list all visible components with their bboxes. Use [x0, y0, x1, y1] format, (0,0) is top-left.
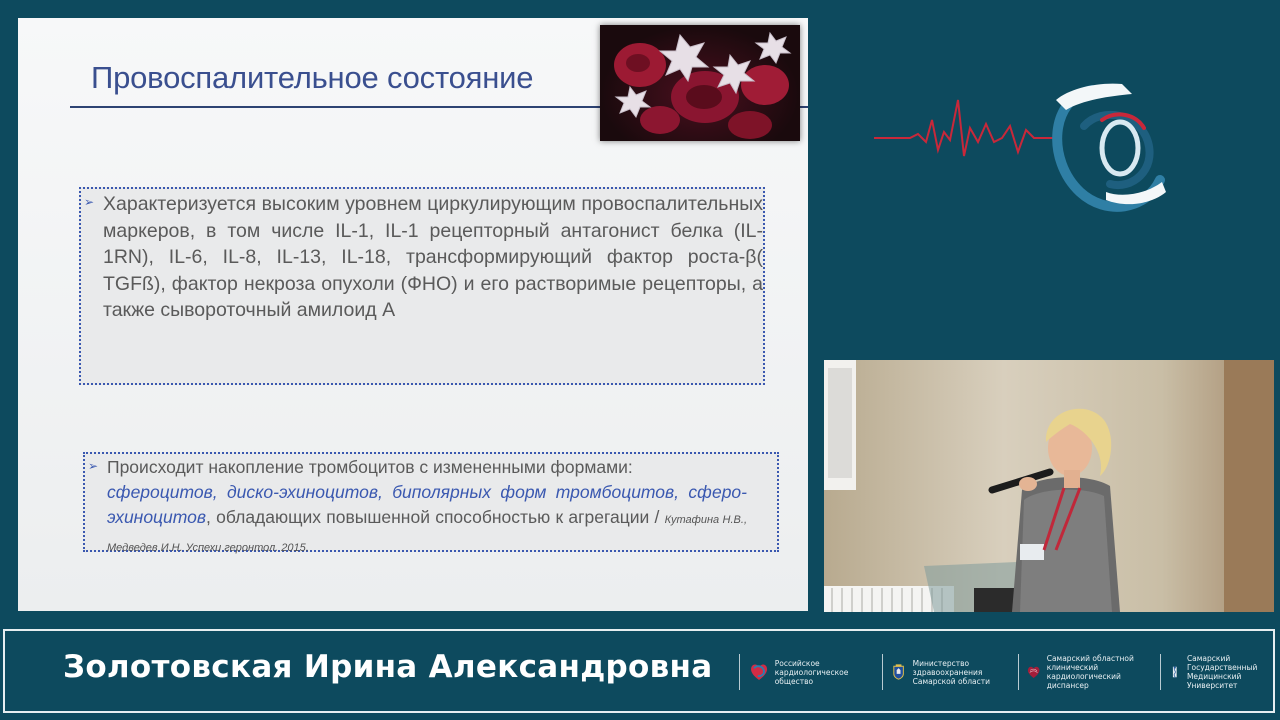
rko-heart-logo-icon [748, 654, 770, 690]
lower-third-banner [0, 627, 1280, 720]
platelet-forms-list: сфероцитов, диско-эхиноцитов, биполярных форм тромбоцитов, сферо-эхиноцитов [107, 482, 747, 527]
platelets-text-end: , обладающих повышенной способностью к агрегации / [206, 507, 665, 527]
blood-cells-illustration [600, 25, 800, 141]
partner-divider [739, 654, 740, 690]
speaker-video [824, 360, 1274, 612]
bullet-arrow-icon: ➢ [84, 195, 95, 209]
partner-name-rko: Российское кардиологическое общество [774, 658, 849, 686]
samara-coat-of-arms-icon [890, 654, 907, 690]
partner-university [1160, 653, 1272, 691]
reference-citation: Кутафина Н.В., Медведев И.Н. Успехи геронтол. 2015. [107, 514, 747, 554]
partner-name-dispensary: Самарский областной клинический кардиологический диспансер [1046, 654, 1134, 690]
samsmu-university-logo-icon [1168, 654, 1182, 690]
platelets-text-start: Происходит накопление тромбоцитов с измененными формами: [107, 457, 633, 477]
partner-rko [739, 653, 874, 691]
cardio-dispensary-heart-logo-icon [1026, 654, 1041, 690]
slide-title: Провоспалительное состояние [91, 60, 534, 95]
partner-dispensary [1018, 653, 1158, 691]
partner-ministry [882, 653, 1012, 691]
partner-name-ministry: Министерство здравоохранения Самарской области [912, 658, 990, 686]
text-box-platelets [83, 452, 779, 552]
blood-cells-image [600, 25, 800, 141]
paragraph-platelets [107, 455, 747, 561]
presentation-slide [18, 18, 808, 611]
speaker-video-frame [824, 360, 1274, 612]
speaker-name: Золотовская Ирина Александровна [63, 649, 713, 685]
partner-name-university: Самарский Государственный Медицинский Университет [1186, 654, 1258, 690]
text-box-description [79, 187, 765, 385]
conference-logo [870, 80, 1190, 230]
bullet-arrow-icon: ➢ [88, 459, 99, 473]
ecg-heart-logo-icon [870, 80, 1190, 230]
paragraph-inflammation-markers: Характеризуется высоким уровнем циркулирующим провоспалительных маркеров, в том числе IL-1, IL-1 рецепторный антагонист белка (IL-1RN), IL-6, IL-8, IL-13, IL-18, трансформирующий фактор роста-β( TGFß), фактор некроза опухоли (ФНО) и его растворимые рецепторы, а также сывороточный амилоид А [103, 193, 763, 321]
